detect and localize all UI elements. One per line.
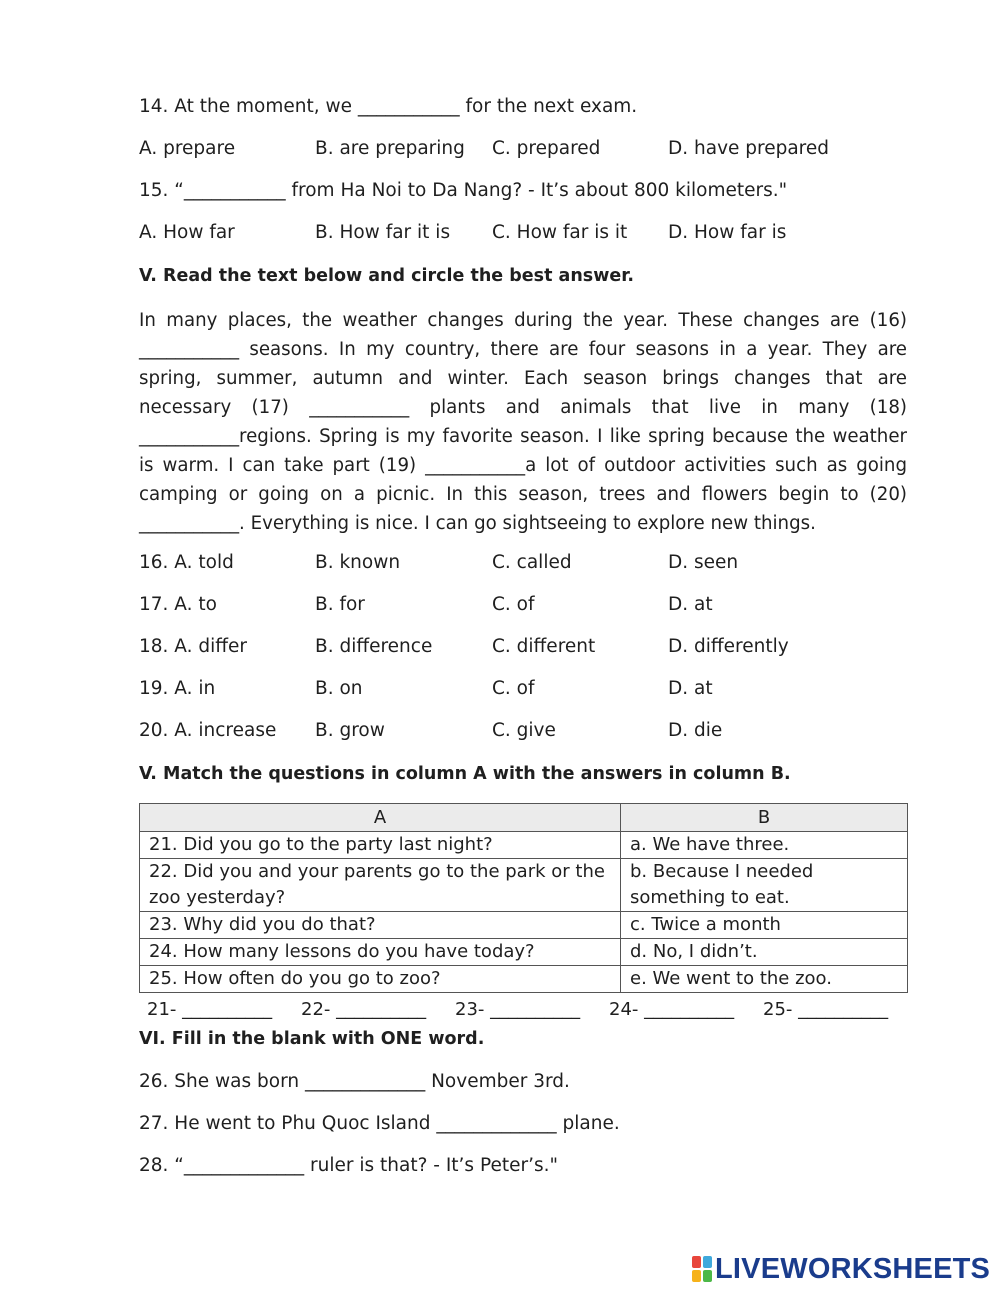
option-b[interactable]: B. difference	[315, 636, 433, 657]
question-18-options	[139, 636, 909, 662]
answer-blank-25[interactable]: 25- __________	[763, 999, 889, 1020]
option-a[interactable]: 16. A. told	[139, 552, 234, 573]
question-cell: 25. How often do you go to zoo?	[140, 966, 621, 993]
option-b[interactable]: B. for	[315, 594, 365, 615]
liveworksheets-logo	[692, 1252, 990, 1286]
section-reading-heading: V. Read the text below and circle the best answer.	[139, 266, 635, 286]
passage-line: ___________. Everything is nice. I can go sightseeing to explore new things.	[139, 513, 816, 534]
section-match-heading: V. Match the questions in column A with the answers in column B.	[139, 764, 791, 784]
answer-cell: a. We have three.	[621, 832, 908, 859]
answer-cell: e. We went to the zoo.	[621, 966, 908, 993]
match-answer-blanks	[139, 999, 909, 1023]
answer-cell: b. Because I needed something to eat.	[621, 859, 908, 912]
answer-blank-24[interactable]: 24- __________	[609, 999, 735, 1020]
column-b-header: B	[621, 804, 908, 832]
option-a[interactable]: A. How far	[139, 222, 235, 243]
question-cell: 22. Did you and your parents go to the park or the zoo yesterday?	[140, 859, 621, 912]
option-c[interactable]: C. of	[492, 678, 535, 699]
option-b[interactable]: B. on	[315, 678, 363, 699]
option-d[interactable]: D. at	[668, 678, 713, 699]
passage-line: In many places, the weather changes during the year. These changes are (16)	[139, 310, 907, 331]
passage-line: spring, summer, autumn and winter. Each season brings changes that are	[139, 368, 907, 389]
logo-text: LIVEWORKSHEETS	[715, 1252, 991, 1285]
option-c[interactable]: C. different	[492, 636, 596, 657]
question-19-options	[139, 678, 909, 704]
table-row	[140, 939, 908, 966]
column-a-header: A	[140, 804, 621, 832]
table-row	[140, 832, 908, 859]
answer-blank-21[interactable]: 21- __________	[147, 999, 273, 1020]
section-fill-heading: VI. Fill in the blank with ONE word.	[139, 1029, 485, 1049]
logo-icon	[692, 1256, 712, 1282]
passage-line: ___________ seasons. In my country, there are four seasons in a year. They are	[139, 339, 907, 360]
option-d[interactable]: D. How far is	[668, 222, 787, 243]
question-cell: 23. Why did you do that?	[140, 912, 621, 939]
table-row	[140, 912, 908, 939]
passage-line: necessary (17) ___________ plants and animals that live in many (18)	[139, 397, 907, 418]
passage-line: is warm. I can take part (19) ___________a lot of outdoor activities such as going	[139, 455, 907, 476]
question-cell: 24. How many lessons do you have today?	[140, 939, 621, 966]
option-d[interactable]: D. have prepared	[668, 138, 830, 159]
option-c[interactable]: C. called	[492, 552, 572, 573]
option-b[interactable]: B. How far it is	[315, 222, 451, 243]
passage-line: ___________regions. Spring is my favorite season. I like spring because the weather	[139, 426, 907, 447]
option-a[interactable]: A. prepare	[139, 138, 236, 159]
question-cell: 21. Did you go to the party last night?	[140, 832, 621, 859]
option-c[interactable]: C. prepared	[492, 138, 601, 159]
question-28[interactable]: 28. “_____________ ruler is that? - It’s Peter’s."	[139, 1155, 558, 1176]
question-20-options	[139, 720, 909, 746]
matching-table	[139, 803, 908, 993]
answer-cell: d. No, I didn’t.	[621, 939, 908, 966]
answer-blank-23[interactable]: 23- __________	[455, 999, 581, 1020]
option-a[interactable]: 18. A. differ	[139, 636, 248, 657]
option-d[interactable]: D. differently	[668, 636, 789, 657]
question-26[interactable]: 26. She was born _____________ November 3rd.	[139, 1071, 570, 1092]
question-15: 15. “___________ from Ha Noi to Da Nang? - It’s about 800 kilometers."	[139, 180, 788, 201]
question-15-options	[139, 222, 909, 248]
option-d[interactable]: D. die	[668, 720, 723, 741]
option-a[interactable]: 17. A. to	[139, 594, 217, 615]
question-14: 14. At the moment, we ___________ for the next exam.	[139, 96, 638, 117]
passage-line: camping or going on a picnic. In this season, trees and flowers begin to (20)	[139, 484, 907, 505]
option-b[interactable]: B. are preparing	[315, 138, 465, 159]
question-17-options	[139, 594, 909, 620]
table-row	[140, 966, 908, 993]
option-a[interactable]: 20. A. increase	[139, 720, 277, 741]
question-16-options	[139, 552, 909, 578]
reading-passage	[139, 306, 907, 538]
option-b[interactable]: B. known	[315, 552, 401, 573]
table-header-row	[140, 804, 908, 832]
table-row	[140, 859, 908, 912]
option-c[interactable]: C. of	[492, 594, 535, 615]
option-b[interactable]: B. grow	[315, 720, 385, 741]
question-27[interactable]: 27. He went to Phu Quoc Island _____________ plane.	[139, 1113, 620, 1134]
option-d[interactable]: D. seen	[668, 552, 739, 573]
option-d[interactable]: D. at	[668, 594, 713, 615]
answer-cell: c. Twice a month	[621, 912, 908, 939]
answer-blank-22[interactable]: 22- __________	[301, 999, 427, 1020]
question-14-options	[139, 138, 909, 164]
option-c[interactable]: C. give	[492, 720, 556, 741]
option-a[interactable]: 19. A. in	[139, 678, 216, 699]
option-c[interactable]: C. How far is it	[492, 222, 628, 243]
